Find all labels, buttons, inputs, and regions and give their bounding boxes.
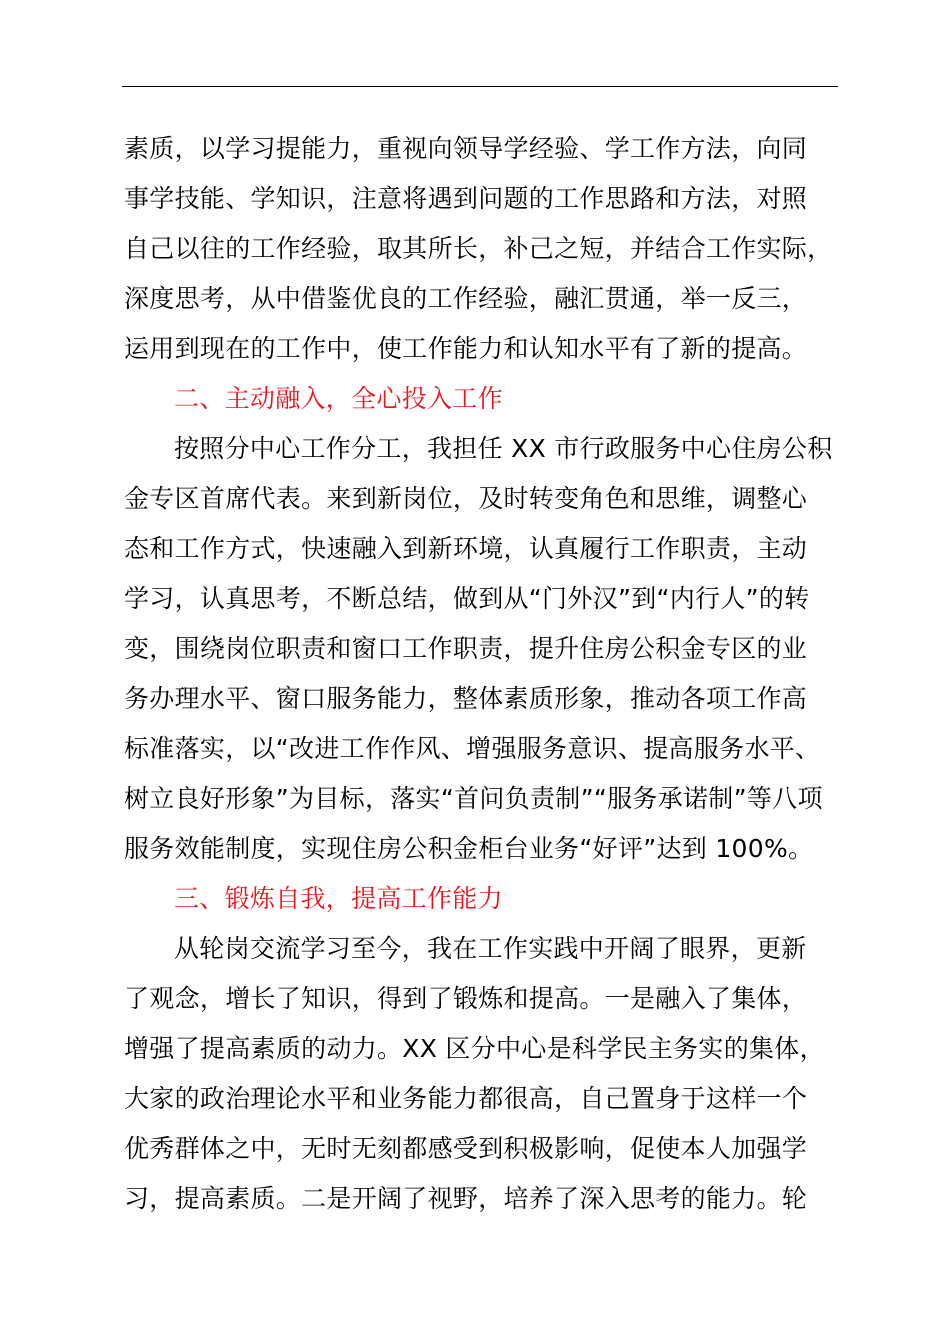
paragraph-2 xyxy=(124,424,864,874)
text-line: 优秀群体之中，无时无刻都感受到积极影响，促使本人加强学 xyxy=(124,1134,808,1163)
section-heading-2: 二、主动融入，全心投入工作 xyxy=(174,384,503,413)
text-line: 深度思考，从中借鉴优良的工作经验，融汇贯通，举一反三， xyxy=(124,284,808,313)
text-line: 态和工作方式，快速融入到新环境，认真履行工作职责，主动 xyxy=(124,534,808,563)
text-line: 事学技能、学知识，注意将遇到问题的工作思路和方法，对照 xyxy=(124,184,808,213)
text-line: 学习，认真思考，不断总结，做到从“门外汉”到“内行人”的转 xyxy=(124,584,810,613)
paragraph-1 xyxy=(124,124,864,374)
text-line: 按照分中心工作分工，我担任 XX 市行政服务中心住房公积 xyxy=(174,434,833,463)
text-line: 务办理水平、窗口服务能力，整体素质形象，推动各项工作高 xyxy=(124,684,808,713)
text-line: 素质，以学习提能力，重视向领导学经验、学工作方法，向同 xyxy=(124,134,808,163)
text-line: 运用到现在的工作中，使工作能力和认知水平有了新的提高。 xyxy=(124,334,808,363)
section-heading-3: 三、锻炼自我，提高工作能力 xyxy=(174,884,503,913)
text-line: 大家的政治理论水平和业务能力都很高，自己置身于这样一个 xyxy=(124,1084,808,1113)
text-line: 树立良好形象”为目标，落实“首问负责制”“服务承诺制”等八项 xyxy=(124,784,823,813)
text-line: 增强了提高素质的动力。XX 区分中心是科学民主务实的集体， xyxy=(124,1034,825,1063)
text-line: 标准落实，以“改进工作作风、增强服务意识、提高服务水平、 xyxy=(124,734,821,763)
text-line: 习，提高素质。二是开阔了视野，培养了深入思考的能力。轮 xyxy=(124,1184,808,1213)
text-line: 了观念，增长了知识，得到了锻炼和提高。一是融入了集体， xyxy=(124,984,808,1013)
text-line: 从轮岗交流学习至今，我在工作实践中开阔了眼界，更新 xyxy=(174,934,807,963)
document-body xyxy=(124,124,864,1224)
header-rule xyxy=(122,86,838,87)
text-line: 自己以往的工作经验，取其所长，补己之短，并结合工作实际， xyxy=(124,234,833,263)
text-line: 变，围绕岗位职责和窗口工作职责，提升住房公积金专区的业 xyxy=(124,634,808,663)
paragraph-3 xyxy=(124,924,864,1224)
text-line: 金专区首席代表。来到新岗位，及时转变角色和思维，调整心 xyxy=(124,484,808,513)
text-line: 服务效能制度，实现住房公积金柜台业务“好评”达到 100%。 xyxy=(124,834,814,863)
